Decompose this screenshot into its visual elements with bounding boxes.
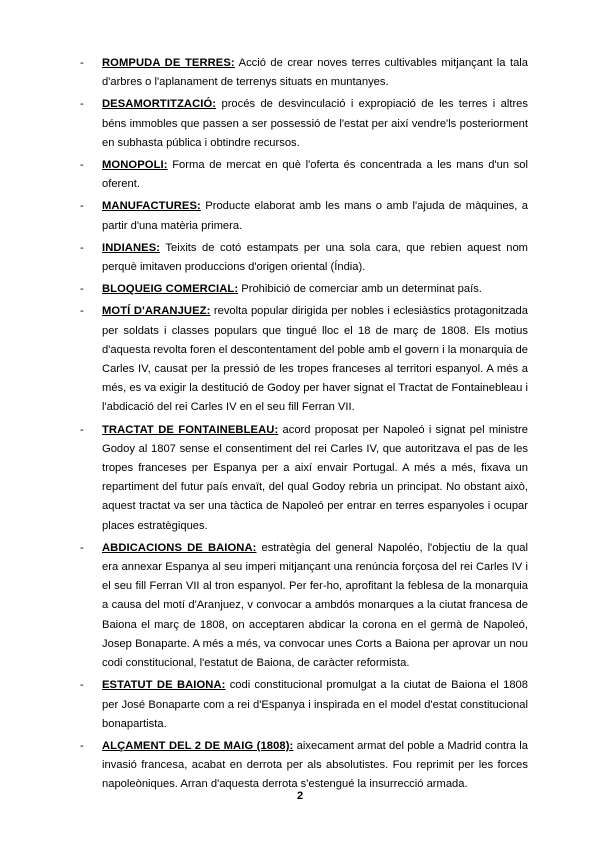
glossary-definition: procés de desvinculació i expropiació de les terres i altres béns immobles que passen a ser possessió de l'estat per així vendre'ls posteriorment en subhasta pública i obtindre recursos. <box>102 98 528 149</box>
glossary-term: DESAMORTITZACIÓ: <box>102 98 217 111</box>
glossary-term: TRACTAT DE FONTAINEBLEAU: <box>102 423 279 436</box>
bullet-dash: - <box>80 305 84 318</box>
bullet-dash: - <box>80 739 84 752</box>
bullet-dash: - <box>80 200 84 213</box>
glossary-term: ALÇAMENT DEL 2 DE MAIG (1808): <box>102 739 294 752</box>
glossary-entry <box>80 421 528 536</box>
glossary-entry <box>80 54 528 92</box>
glossary-definition: Forma de mercat en què l'oferta és concentrada a les mans d'un sol oferent. <box>102 159 528 191</box>
glossary-definition: Prohibició de comerciar amb un determinat país. <box>238 283 482 296</box>
bullet-dash: - <box>80 283 84 296</box>
bullet-dash: - <box>80 159 84 172</box>
glossary-term: ESTATUT DE BAIONA: <box>102 679 226 692</box>
glossary-list <box>80 54 528 798</box>
glossary-definition: Teixits de cotó estampats per una sola cara, que rebien aquest nom perquè imitaven produccions d'origen oriental (Índia). <box>102 241 528 274</box>
glossary-entry <box>80 676 528 734</box>
glossary-term: INDIANES: <box>102 241 161 254</box>
bullet-dash: - <box>80 679 84 692</box>
bullet-dash: - <box>80 98 84 111</box>
glossary-definition: Producte elaborat amb les mans o amb l'ajuda de màquines, a partir d'una matèria primera. <box>102 200 528 232</box>
bullet-dash: - <box>80 541 84 554</box>
glossary-entry <box>80 156 528 194</box>
glossary-entry <box>80 302 528 417</box>
glossary-term: ROMPUDA DE TERRES: <box>102 57 235 69</box>
glossary-entry <box>80 197 528 235</box>
page-number: 2 <box>296 790 304 802</box>
glossary-definition: aixecament armat del poble a Madrid contra la invasió francesa, acabat en derrota per als absolutistes. Fou reprimit per les forces napoleòniques. Arran d'aquesta derrota s'estengué la insurrecció armada. <box>102 739 528 791</box>
glossary-term: MANUFACTURES: <box>102 200 201 213</box>
glossary-entry <box>80 95 528 153</box>
glossary-entry <box>80 737 528 795</box>
glossary-definition: acord proposat per Napoleó i signat pel ministre Godoy al 1807 sense el consentiment del rei Carles IV, que autoritzava el pas de les tropes franceses per Espanya per a així envair Portugal. A més a més, fixava un repartiment del futur país envaït, del qual Godoy rebria un principat. No obstant això, aquest tractat va ser una tàctica de Napoleó per entrar en terres espanyoles i ocupar places estratègiques. <box>102 423 528 532</box>
glossary-term: MONOPOLI: <box>102 159 168 172</box>
glossary-entry <box>80 280 528 299</box>
glossary-definition: revolta popular dirigida per nobles i eclesiàstics protagonitzada per soldats i classes populars que tingué lloc el 18 de març de 1808. Els motius d'aquesta revolta foren el descontentament del poble amb el govern i la monarquia de Carles IV, causat per la pressió de les tropes franceses al territori espanyol. A més a més, es va exigir la destitució de Godoy per haver signat el Tractat de Fontainebleau i l'abdicació del rei Carles IV en el seu fill Ferran VII. <box>102 305 528 414</box>
glossary-definition: codi constitucional promulgat a la ciutat de Baiona el 1808 per José Bonaparte com a rei d'Espanya i inspirada en el model d'estat constitucional bonapartista. <box>102 679 528 730</box>
glossary-entry <box>80 239 528 277</box>
glossary-definition: Acció de crear noves terres cultivables mitjançant la tala d'arbres o l'aplanament de terrenys situats en muntanyes. <box>102 57 528 89</box>
glossary-term: MOTÍ D'ARANJUEZ: <box>102 305 211 318</box>
bullet-dash: - <box>80 423 84 436</box>
bullet-dash: - <box>80 241 84 254</box>
bullet-dash: - <box>80 57 84 69</box>
glossary-term: ABDICACIONS DE BAIONA: <box>102 541 257 554</box>
glossary-entry <box>80 539 528 673</box>
glossary-definition: estratègia del general Napoléo, l'objectiu de la qual era annexar Espanya al seu imperi mitjançant una renúncia forçosa del rei Carles IV i el seu fill Ferran VII al tron espanyol. Per fer-ho, aprofitant la feblesa de la monarquia a causa del motí d'Aranjuez, v convocar a ambdós monarques a la ciutat francesa de Baiona el març de 1808, on acceptaren abdicar la corona en el germà de Napoleó, Josep Bonaparte. A més a més, va convocar unes Corts a Baiona per aprovar un nou codi constitucional, l'estatut de Baiona, de caràcter reformista. <box>102 541 529 670</box>
glossary-term: BLOQUEIG COMERCIAL: <box>102 283 239 296</box>
